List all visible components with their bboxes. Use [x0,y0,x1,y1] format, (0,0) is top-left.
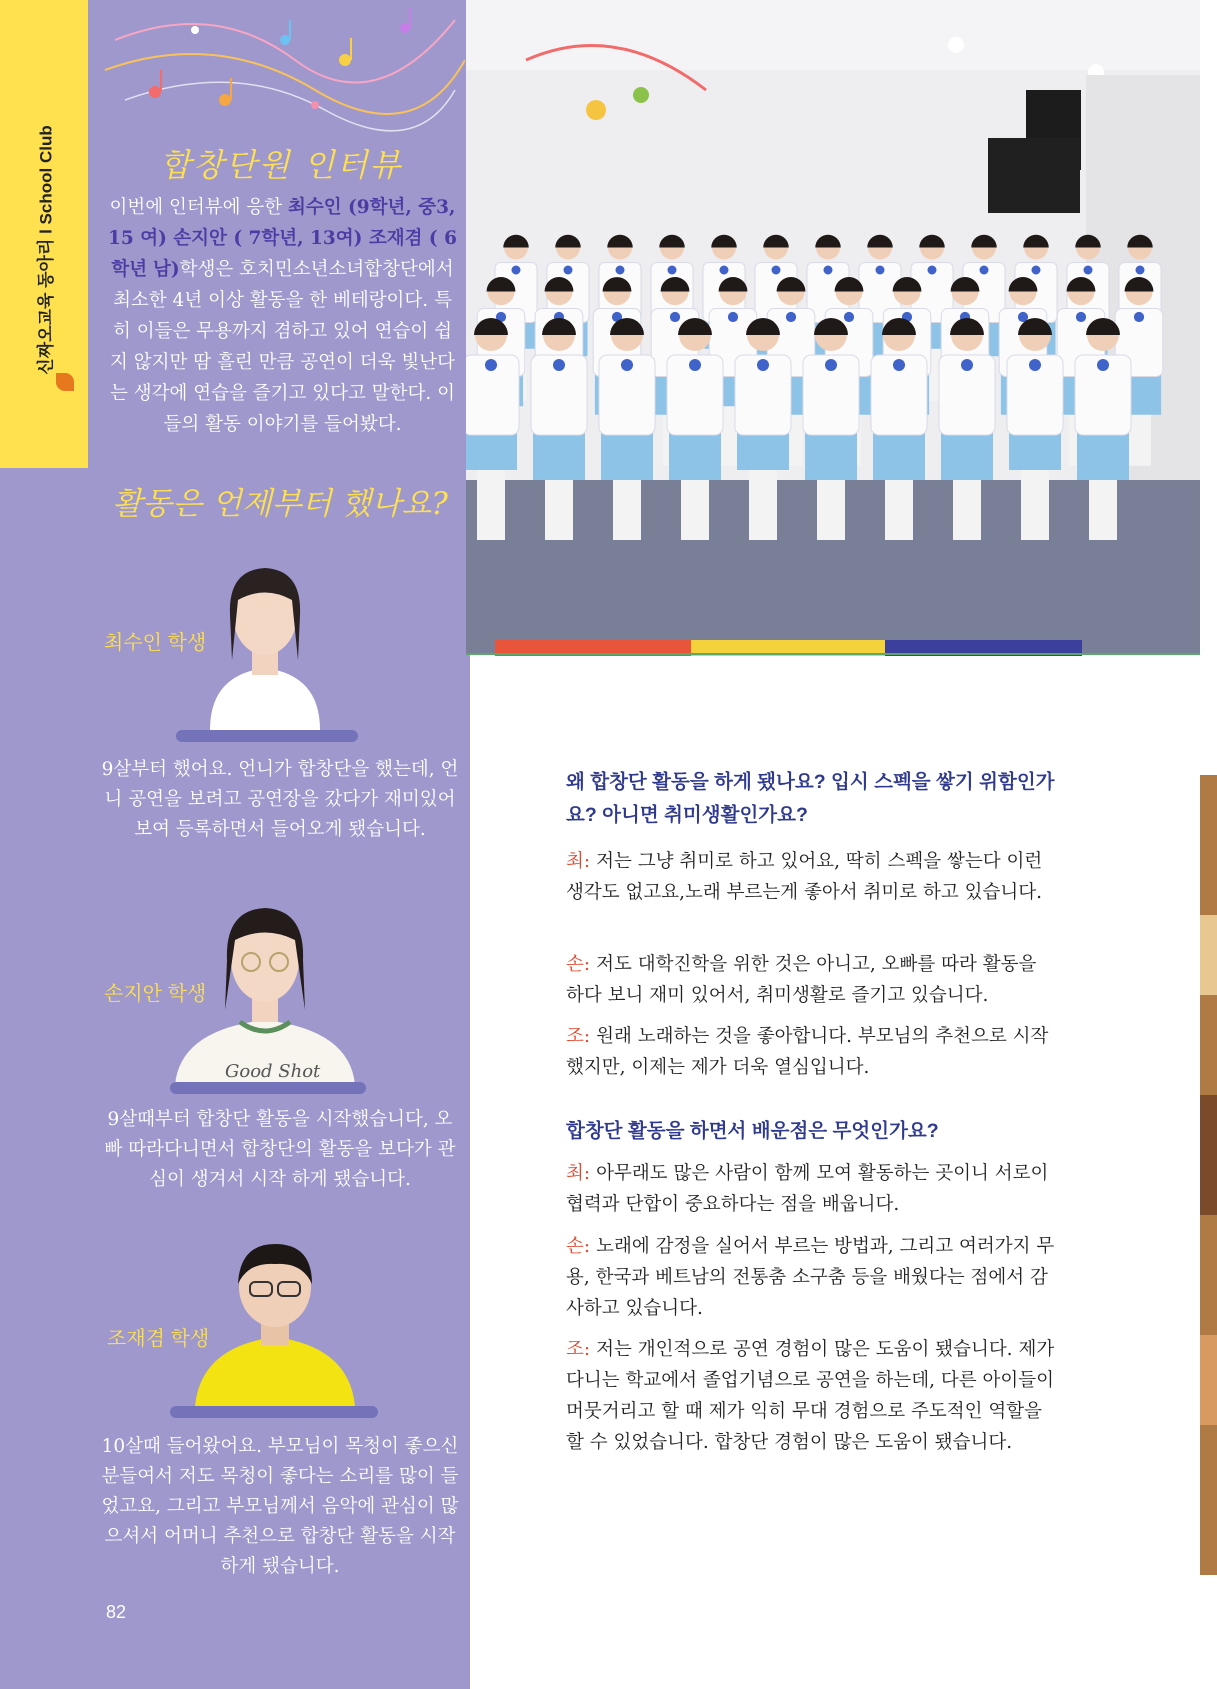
section-tab [0,0,88,468]
section-label: 신짜오교육 동아리 l School Club [36,125,56,375]
answer-son: 손: 노래에 감정을 실어서 부르는 방법과, 그리고 여러가지 무용, 한국과 베트남의 전통춤 소구춤 등을 배웠다는 점에서 감사하고 있습니다. [566,1236,1055,1319]
student-name: 조재겸 학생 [107,1328,210,1350]
interview-title: 합창단원 인터뷰 [159,146,403,184]
student-portrait [190,1222,360,1407]
music-notes-decoration [95,0,465,140]
name-bar [170,1082,366,1094]
student-answer: 9살부터 했어요. 언니가 합창단을 했는데, 언니 공연을 보려고 공연장을 갔다가 재미있어 보여 등록하면서 들어오게 됐습니다. [101,759,459,840]
answer-choi: 최: 아무래도 많은 사람이 함께 모여 활동하는 곳이니 서로이 협력과 단합이 중요하다는 점을 배웁니다. [566,1163,1049,1215]
page-number: 82 [106,1602,127,1622]
answer-jo: 조: 저는 개인적으로 공연 경험이 많은 도움이 됐습니다. 제가 다니는 학교에서 졸업기념으로 공연을 하는데, 다른 아이들이 머뭇거리고 할 때 제가 익히 무대 경험으로 주도적인 역할을 할 수 있었습니다. 합창단 경험이 많은 도움이 됐습니다. [566,1339,1055,1453]
student-name: 손지안 학생 [104,983,207,1005]
student-portrait [180,540,350,730]
answer-son: 손: 저도 대학진학을 위한 것은 아니고, 오빠를 따라 활동을 하다 보니 재미 있어서, 취미생활로 즐기고 있습니다. [566,954,1037,1006]
choir-photo [466,0,1200,655]
answer-choi: 최: 저는 그냥 취미로 하고 있어요, 딱히 스펙을 쌓는다 이런 생각도 없고요,노래 부르는게 좋아서 취미로 하고 있습니다. [566,851,1043,903]
student-answer: 10살때 들어왔어요. 부모님이 목청이 좋으신분들여서 저도 목청이 좋다는 소리를 많이 들었고요, 그리고 부모님께서 음악에 관심이 많으셔서 어머니 추천으로 합창단 활동을 시작하게 됐습니다. [101,1436,459,1577]
student-portrait [165,880,365,1085]
question-heading-left: 활동은 언제부터 했나요? [112,486,448,522]
name-bar [170,1406,378,1418]
interview-intro: 이번에 인터뷰에 응한 최수인 (9학년, 중3, 15 여) 손지안 ( 7학년, 13여) 조재겸 ( 6학년 남)학생은 호치민소년소녀합창단에서 최소한 4년 이상 활동을 한 베테랑이다. 특히 이들은 무용까지 겸하고 있어 연습이 쉽지 않지만 땀 흘린 만큼 공연이 더욱 빛난다는 생각에 연습을 즐기고 있다고 말한다. 이들의 활동 이야기를 들어봤다. [108,197,457,435]
student-answer: 9살때부터 합창단 활동을 시작했습니다, 오빠 따라다니면서 합창단의 활동을 보다가 관심이 생겨서 시작 하게 됐습니다. [104,1109,456,1190]
question-1: 왜 합창단 활동을 하게 됐나요? 입시 스펙을 쌓기 위함인가요? 아니면 취미생활인가요? [566,771,1055,826]
question-2: 합창단 활동을 하면서 배운점은 무엇인가요? [566,1120,939,1142]
divider-line [466,653,1200,655]
answer-jo: 조: 원래 노래하는 것을 좋아합니다. 부모님의 추천으로 시작했지만, 이제는 제가 더욱 열심입니다. [566,1026,1049,1078]
leaf-icon [56,373,74,391]
adjacent-page-photo-edge [1200,775,1217,1575]
student-name: 최수인 학생 [104,632,207,654]
shirt-text: Good Shot [225,1061,321,1082]
name-bar [176,730,358,742]
